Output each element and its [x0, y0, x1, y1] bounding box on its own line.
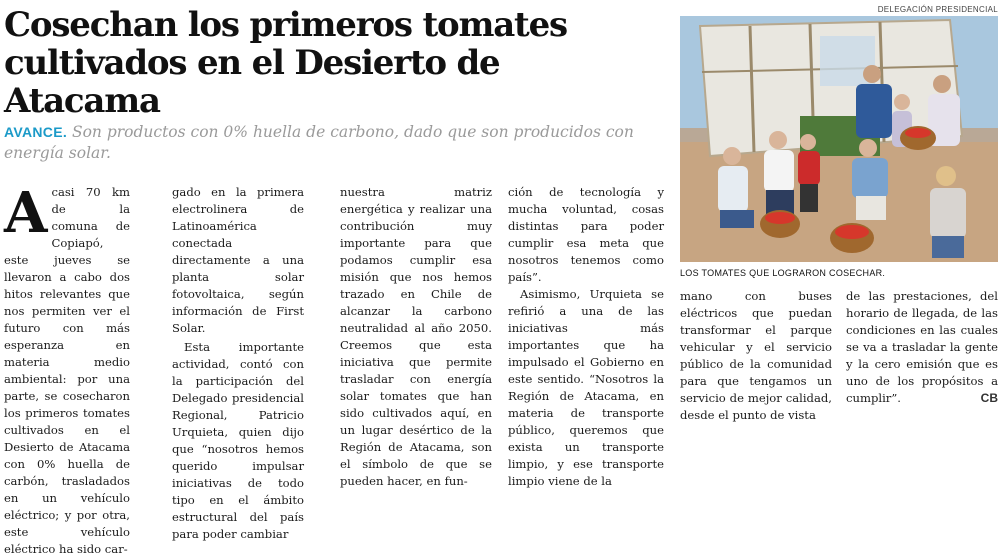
lead-text: Son productos con 0% huella de carbono, dado que son producidos con energía solar. [4, 123, 634, 162]
drop-cap: A [4, 180, 48, 246]
column-6 [846, 288, 998, 407]
column-5 [680, 288, 832, 424]
column-1 [4, 180, 130, 558]
column-4 [508, 184, 664, 490]
column-2-paragraph-2: Esta importante actividad, contó con la participación del Delegado presidencial Regional, Patricio Urquieta, quien dijo que “nosotros hemos querido impulsar iniciativas de todo tipo en el ámbito estructural del país para poder cambiar [172, 340, 304, 541]
photo-credit: DELEGACIÓN PRESIDENCIAL [877, 5, 998, 14]
article-photo [680, 16, 998, 262]
column-1-text: casi 70 km de la comuna de Copiapó, este jueves se llevaron a cabo dos hitos relevantes que nos permiten ver el futuro con más esperanza en materia medio ambiental: por una parte, se cosecharon los primeros tomates cultivados en el Desierto de Atacama con 0% huella de carbón, trasladados en un vehículo eléctrico; y por otra, este vehículo eléctrico ha sido car- [4, 185, 130, 556]
headline: Cosechan los primeros tomates cultivados en el Desierto de Atacama [4, 5, 567, 121]
column-4-paragraph-1: ción de tecnología y mucha voluntad, cosas distintas para poder cumplir esa meta que nosotros tenemos como país”. [508, 185, 664, 284]
column-4-paragraph-2: Asimismo, Urquieta se refirió a una de las iniciativas más importantes que ha impulsado el Gobierno en este sentido. “Nosotros la Región de Atacama, en materia de transporte público, queremos que exista un transporte limpio, y ese transporte limpio viene de la [508, 287, 664, 488]
column-2 [172, 184, 304, 543]
column-3-text: nuestra matriz energética y realizar una contribución muy importante para que podamos cumplir esa misión que nos hemos trazado en Chile de alcanzar la carbono neutralidad al año 2050. Creemos que esta iniciativa que permite trasladar con energía solar tomates que han sido cultivados aquí, en un lugar desértico de la Región de Atacama, son el símbolo de que se pueden hacer, en fun- [340, 185, 492, 488]
column-2-paragraph-1: gado en la primera electrolinera de Latinoamérica conectada directamente a una planta solar fotovoltaica, según información de First Solar. [172, 185, 304, 335]
column-5-text: mano con buses eléctricos que puedan transformar el parque vehicular y el servicio público de la comunidad para que tengamos un servicio de mejor calidad, desde el punto de vista [680, 289, 832, 422]
column-3 [340, 184, 492, 490]
lead-paragraph [4, 122, 664, 164]
end-mark: CB [980, 391, 998, 405]
kicker-label: AVANCE. [4, 124, 68, 140]
photo-caption: LOS TOMATES QUE LOGRARON COSECHAR. [680, 268, 886, 278]
column-6-text: de las prestaciones, del horario de llegada, de las condiciones en las cuales se va a trasladar la gente y la cero emisión que es uno de los propósitos a cumplir”. CB [846, 289, 998, 405]
